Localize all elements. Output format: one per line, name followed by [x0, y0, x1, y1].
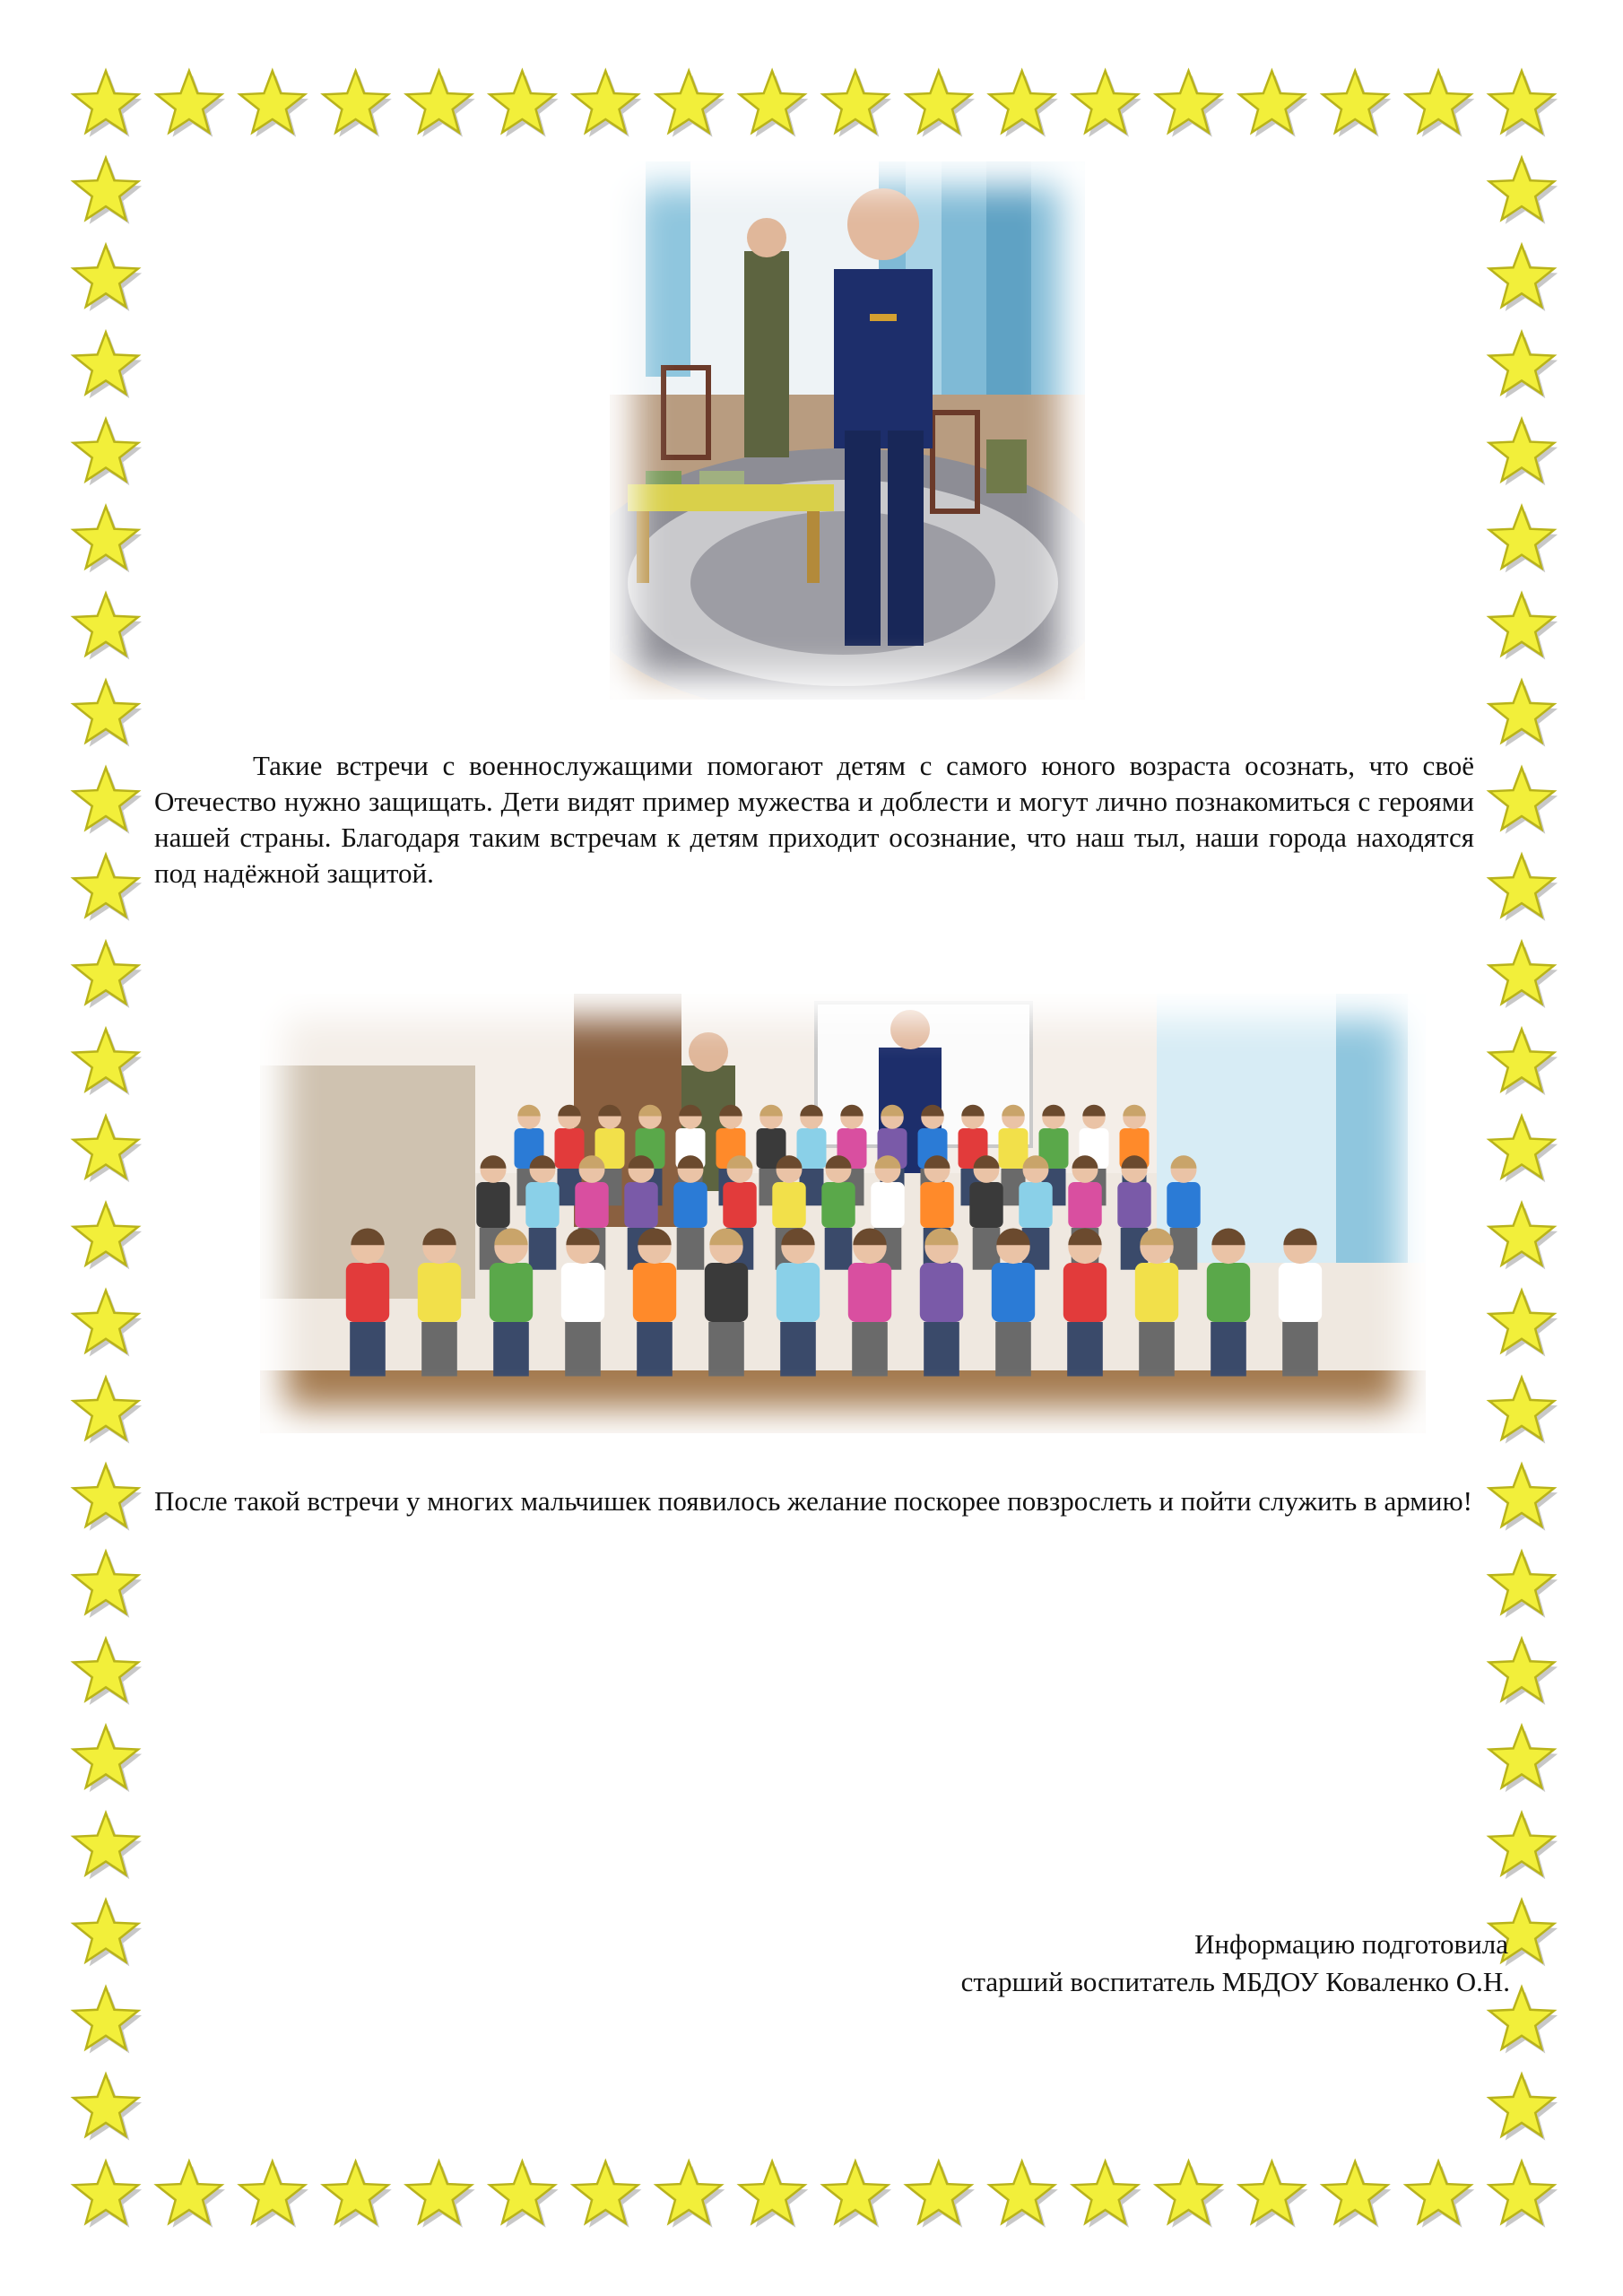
star-icon [74, 1813, 142, 1880]
star-icon [74, 245, 142, 311]
star-icon [74, 1726, 142, 1792]
star-icon [656, 71, 725, 137]
star-icon [1072, 71, 1141, 137]
star-icon [907, 2161, 975, 2228]
signature-line-1: Информацию подготовила [1194, 1928, 1508, 1960]
star-icon [990, 71, 1058, 137]
photo-group-of-children-with-officer [260, 994, 1426, 1433]
star-icon [74, 1639, 142, 1705]
star-icon [1489, 1726, 1558, 1792]
star-icon [1156, 2161, 1224, 2228]
star-icon [74, 420, 142, 486]
star-icon [1489, 768, 1558, 834]
star-icon [823, 2161, 891, 2228]
star-icon [1489, 1465, 1558, 1531]
star-icon [1489, 1552, 1558, 1618]
star-icon [1489, 2161, 1558, 2228]
star-icon [740, 2161, 808, 2228]
star-icon [324, 71, 392, 137]
star-icon [1489, 332, 1558, 398]
star-icon [1489, 245, 1558, 311]
star-icon [1489, 1029, 1558, 1095]
star-icon [907, 71, 975, 137]
star-icon [74, 942, 142, 1008]
star-icon [1489, 1117, 1558, 1183]
star-icon [1489, 1378, 1558, 1444]
photo-officer-with-children-room [610, 161, 1085, 700]
star-icon [1156, 71, 1224, 137]
star-icon [573, 71, 641, 137]
star-icon [1489, 1639, 1558, 1705]
star-icon [74, 158, 142, 224]
star-icon [1489, 1813, 1558, 1880]
star-icon [74, 1204, 142, 1270]
star-icon [573, 2161, 641, 2228]
star-icon [1489, 1204, 1558, 1270]
star-icon [1489, 942, 1558, 1008]
star-icon [1323, 2161, 1391, 2228]
star-icon [1489, 420, 1558, 486]
star-icon [1072, 2161, 1141, 2228]
star-icon [1489, 1291, 1558, 1357]
star-icon [656, 2161, 725, 2228]
star-icon [240, 71, 308, 137]
star-icon [823, 71, 891, 137]
star-icon [74, 1378, 142, 1444]
star-icon [1239, 2161, 1307, 2228]
paragraph-boys-wish: После такой встречи у многих мальчишек появилось желание поскорее повзрослеть и пойти служить в армию! [154, 1485, 1472, 1517]
star-icon [74, 1987, 142, 2054]
star-icon [74, 1291, 142, 1357]
star-icon [1489, 681, 1558, 747]
star-icon [157, 71, 225, 137]
star-icon [74, 2161, 142, 2228]
star-icon [74, 1552, 142, 1618]
star-icon [1489, 855, 1558, 921]
star-icon [1489, 71, 1558, 137]
star-icon [1406, 2161, 1474, 2228]
star-icon [74, 1117, 142, 1183]
star-icon [74, 594, 142, 660]
star-icon [490, 2161, 558, 2228]
star-icon [490, 71, 558, 137]
star-icon [406, 71, 474, 137]
star-icon [74, 855, 142, 921]
star-icon [74, 2074, 142, 2141]
star-icon [74, 332, 142, 398]
star-icon [1406, 71, 1474, 137]
paragraph-meeting-benefits: Такие встречи с военнослужащими помогают детям с самого юного возраста осознать, что своё Отечество нужно защищать. Дети видят пример мужества и доблести и могут лично познакомиться с героями нашей страны. Благодаря таким встречам к детям приходит осознание, что наш тыл, наши города находятся под надёжной защитой. [154, 750, 1474, 889]
star-icon [990, 2161, 1058, 2228]
star-icon [1489, 594, 1558, 660]
star-icon [74, 768, 142, 834]
star-icon [324, 2161, 392, 2228]
star-icon [74, 1465, 142, 1531]
star-icon [740, 71, 808, 137]
star-icon [74, 1029, 142, 1095]
signature-line-2: старший воспитатель МБДОУ Коваленко О.Н. [960, 1966, 1510, 1997]
star-icon [74, 507, 142, 573]
star-icon [74, 71, 142, 137]
star-icon [157, 2161, 225, 2228]
star-icon [1323, 71, 1391, 137]
star-icon [1489, 507, 1558, 573]
star-icon [74, 1900, 142, 1967]
star-icon [1489, 158, 1558, 224]
star-icon [406, 2161, 474, 2228]
star-icon [1489, 2074, 1558, 2141]
star-icon [240, 2161, 308, 2228]
star-icon [74, 681, 142, 747]
star-icon [1239, 71, 1307, 137]
